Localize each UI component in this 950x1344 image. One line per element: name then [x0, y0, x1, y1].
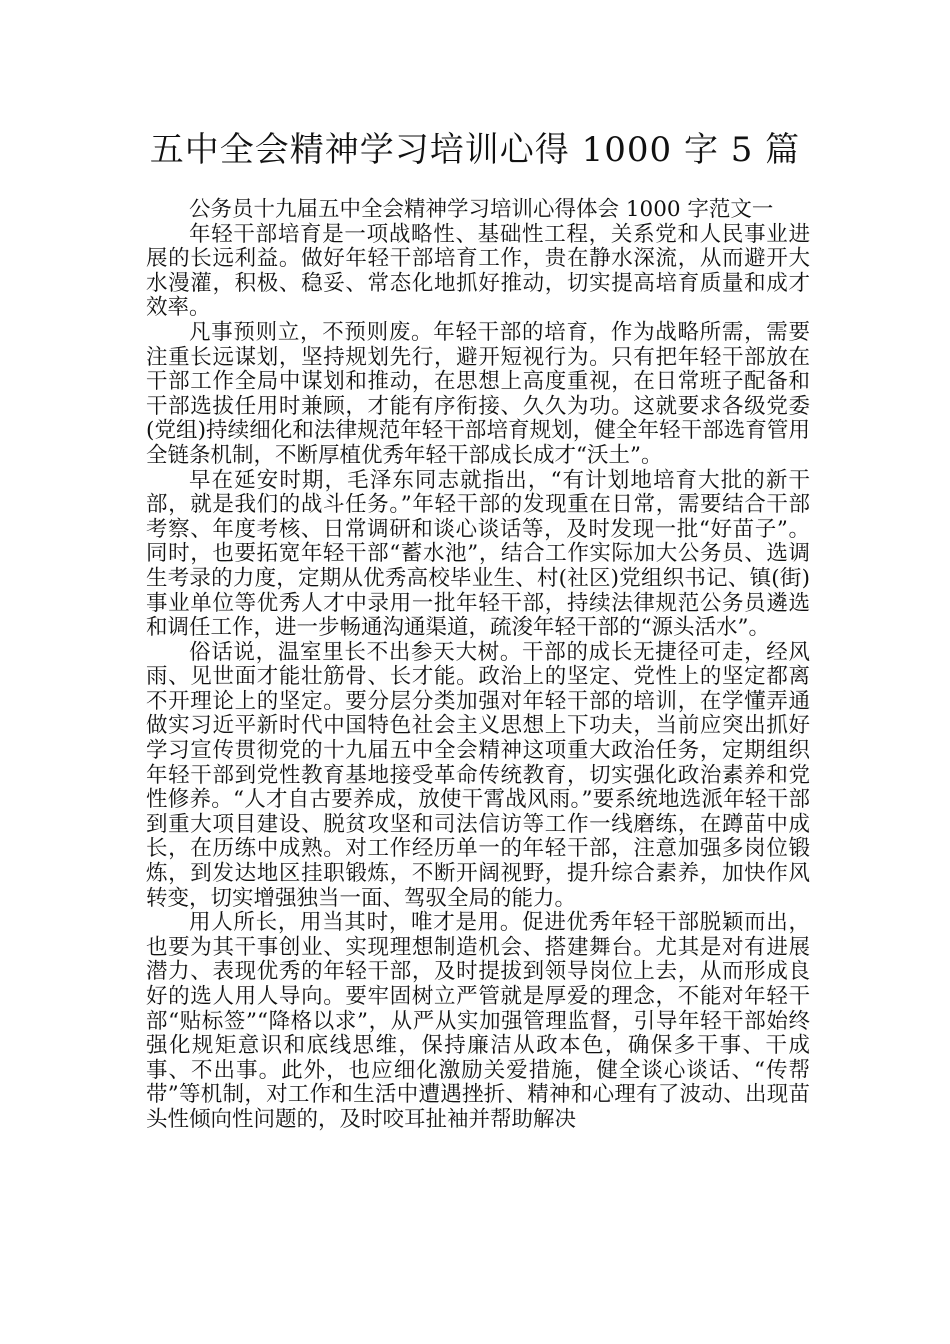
body-paragraph: 早在延安时期，毛泽东同志就指出，“有计划地培育大批的新干部，就是我们的战斗任务。”年轻干部的发现重在日常，需要结合干部考察、年度考核、日常调研和谈心谈话等，及时发现一批“好苗子”。同时，也要拓宽年轻干部“蓄水池”，结合工作实际加大公务员、选调生考录的力度，定期从优秀高校毕业生、村(社区)党组织书记、镇(街)事业单位等优秀人才中录用一批年轻干部，持续法律规范公务员遴选和调任工作，进一步畅通沟通渠道，疏浚年轻干部的“源头活水”。 — [146, 467, 810, 641]
subtitle-paragraph: 公务员十九届五中全会精神学习培训心得体会 1000 字范文一 — [189, 197, 774, 222]
body-paragraph: 用人所长，用当其时，唯才是用。促进优秀年轻干部脱颖而出，也要为其干事创业、实现理想制造机会、搭建舞台。尤其是对有进展潜力、表现优秀的年轻干部，及时提拔到领导岗位上去，从而形成良好的选人用人导向。要牢固树立严管就是厚爱的理念，不能对年轻干部“贴标签”“降格以求”，从严从实加强管理监督，引导年轻干部始终强化规矩意识和底线思维，保持廉洁从政本色，确保多干事、干成事、不出事。此外，也应细化激励关爱措施，健全谈心谈话、“传帮带”等机制，对工作和生活中遭遇挫折、精神和心理有了波动、出现苗头性倾向性问题的，及时咬耳扯袖并帮助解决 — [146, 910, 810, 1132]
body-paragraph: 年轻干部培育是一项战略性、基础性工程，关系党和人民事业进展的长远利益。做好年轻干部培育工作，贵在静水深流，从而避开大水漫灌，积极、稳妥、常态化地抓好推动，切实提高培育质量和成才效率。 — [146, 221, 810, 321]
document-body — [146, 198, 810, 1133]
body-paragraph: 俗话说，温室里长不出参天大树。干部的成长无捷径可走，经风雨、见世面才能壮筋骨、长才能。政治上的坚定、党性上的坚定都离不开理论上的坚定。要分层分类加强对年轻干部的培训，在学懂弄通做实习近平新时代中国特色社会主义思想上下功夫，当前应突出抓好学习宣传贯彻党的十九届五中全会精神这项重大政治任务，定期组织年轻干部到党性教育基地接受革命传统教育，切实强化政治素养和党性修养。“人才自古要养成，放使干霄战风雨。”要系统地选派年轻干部到重大项目建设、脱贫攻坚和司法信访等工作一线磨练，在蹲苗中成长，在历练中成熟。对工作经历单一的年轻干部，注意加强多岗位锻炼，到发达地区挂职锻炼，不断开阔视野，提升综合素养，加快作风转变，切实增强独当一面、驾驭全局的能力。 — [146, 639, 810, 911]
body-paragraph: 凡事预则立，不预则废。年轻干部的培育，作为战略所需，需要注重长远谋划，坚持规划先行，避开短视行为。只有把年轻干部放在干部工作全局中谋划和推动，在思想上高度重视，在日常班子配备和干部选拔任用时兼顾，才能有序衔接、久久为功。这就要求各级党委(党组)持续细化和法律规范年轻干部培育规划，健全年轻干部选育管用全链条机制，不断厚植优秀年轻干部成长成才“沃土”。 — [146, 319, 810, 468]
document-title: 五中全会精神学习培训心得 1000 字 5 篇 — [149, 130, 801, 170]
